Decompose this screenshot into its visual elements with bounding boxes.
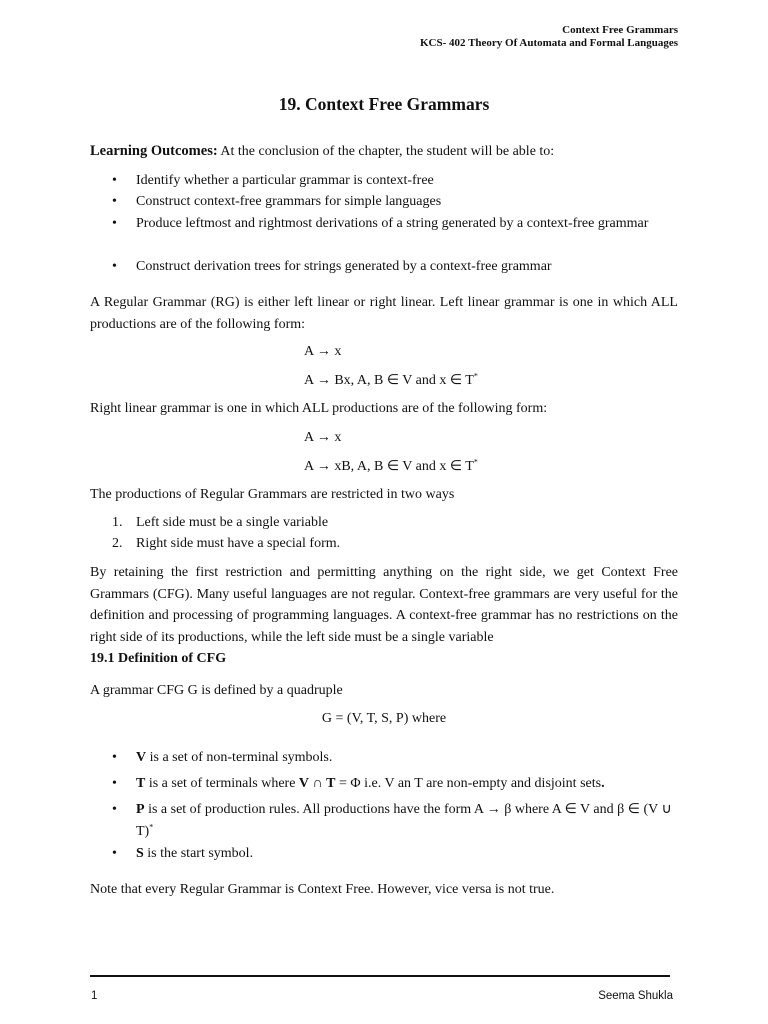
closing-note: Note that every Regular Grammar is Context Free. However, vice versa is not true. xyxy=(90,882,555,897)
cfg-paragraph: By retaining the first restriction and permitting anything on the right side, we get Context Free Grammars (CFG). Many useful languages are not regular. Context-free grammars are very useful for the definition and processing of programming languages. A context-free grammar has no restrictions on the right side of its productions, while the left side must be a single variable xyxy=(90,565,678,645)
restriction-item: Left side must be a single variable xyxy=(136,515,329,530)
bullet-icon: • xyxy=(112,846,117,861)
learning-outcomes-text: At the conclusion of the chapter, the student will be able to: xyxy=(217,144,555,159)
learning-outcomes-label: Learning Outcomes: xyxy=(90,143,218,159)
section-heading: 19.1 Definition of CFG xyxy=(90,651,227,666)
bullet-icon: • xyxy=(112,802,117,817)
running-header-course: KCS- 402 Theory Of Automata and Formal Languages xyxy=(419,37,678,49)
symbol-v: V xyxy=(298,776,310,791)
definition-v xyxy=(136,747,678,769)
definition-t xyxy=(136,773,678,795)
right-linear-production-2 xyxy=(304,456,478,477)
learning-outcomes-intro xyxy=(90,141,678,163)
right-linear-intro: Right linear grammar is one in which ALL productions are of the following form: xyxy=(90,401,548,416)
footer-author: Seema Shukla xyxy=(598,990,673,1002)
regular-grammar-paragraph: A Regular Grammar (RG) is either left linear or right linear. Left linear grammar is one in which ALL productions are of the following form: xyxy=(90,295,678,332)
bullet-icon: • xyxy=(112,776,117,791)
outcome-item: Construct derivation trees for strings generated by a context-free grammar xyxy=(136,259,552,274)
outcome-item: Identify whether a particular grammar is context-free xyxy=(136,173,434,188)
running-header-title: Context Free Grammars xyxy=(562,24,678,36)
definition-s xyxy=(136,843,678,865)
period: . xyxy=(601,776,605,791)
chapter-title: 19. Context Free Grammars xyxy=(278,94,490,114)
kleene-star: * xyxy=(149,821,154,831)
footer-divider xyxy=(90,975,670,977)
restrictions-intro: The productions of Regular Grammars are restricted in two ways xyxy=(90,487,455,502)
bullet-icon: • xyxy=(112,259,117,274)
symbol-t: T xyxy=(326,776,336,791)
bullet-icon: • xyxy=(112,750,117,765)
list-number: 2. xyxy=(112,536,123,551)
outcome-item: Construct context-free grammars for simple languages xyxy=(136,194,442,209)
production-text: A → xB, A, B ∈ V and x ∈ T xyxy=(304,459,474,474)
bullet-icon: • xyxy=(112,216,117,231)
definition-text: is a set of production rules. All productions have the form A → β where A ∈ V and β ∈ (V ∪ T) xyxy=(136,802,672,839)
kleene-star: * xyxy=(473,457,478,467)
definition-p xyxy=(136,799,678,842)
definition-text: is the start symbol. xyxy=(143,846,254,861)
left-linear-production-2 xyxy=(304,370,478,391)
definition-text: = Φ i.e. V an T are non-empty and disjoint sets xyxy=(335,776,602,791)
right-linear-production-1: A → x xyxy=(304,430,342,445)
symbol-t: T xyxy=(136,776,146,791)
left-linear-production-1: A → x xyxy=(304,344,342,359)
symbol-p: P xyxy=(136,802,145,817)
definition-text: is a set of terminals where xyxy=(145,776,299,791)
production-text: A → Bx, A, B ∈ V and x ∈ T xyxy=(304,373,474,388)
quadruple-intro: A grammar CFG G is defined by a quadruple xyxy=(90,683,343,698)
quadruple-equation: G = (V, T, S, P) where xyxy=(321,711,447,726)
symbol-s: S xyxy=(136,846,144,861)
bullet-icon: • xyxy=(112,194,117,209)
list-number: 1. xyxy=(112,515,123,530)
bullet-icon: • xyxy=(112,173,117,188)
intersection-symbol: ∩ xyxy=(309,776,327,791)
definition-text: is a set of non-terminal symbols. xyxy=(146,750,333,765)
restriction-item: Right side must have a special form. xyxy=(136,536,341,551)
outcome-item: Produce leftmost and rightmost derivations of a string generated by a context-free grammar xyxy=(136,216,649,231)
page-number: 1 xyxy=(91,990,98,1002)
symbol-v: V xyxy=(136,750,147,765)
kleene-star: * xyxy=(473,371,478,381)
